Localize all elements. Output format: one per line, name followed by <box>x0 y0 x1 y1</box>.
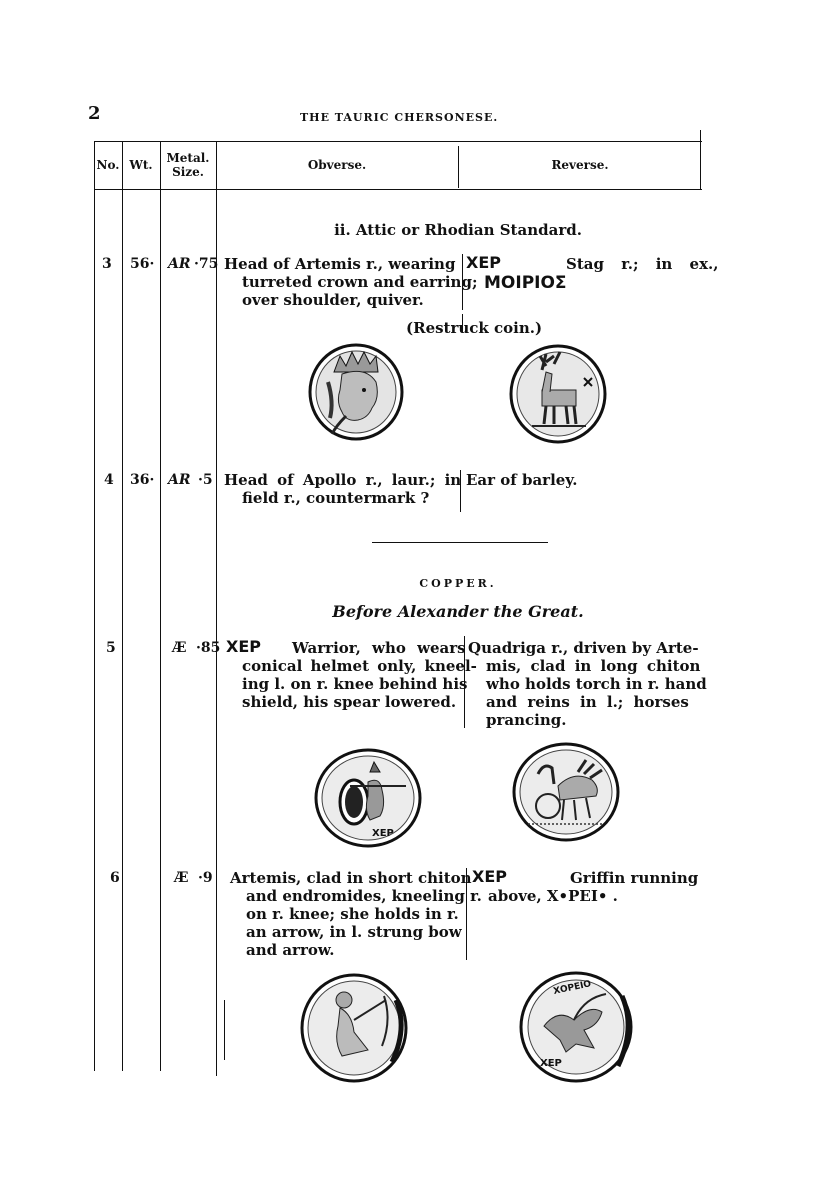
reverse-line: above, X•PEI• . <box>488 887 618 905</box>
coin-reverse-quadriga <box>508 740 624 844</box>
section-divider <box>372 542 548 543</box>
coin-legend: XEP <box>540 1058 562 1069</box>
entry-metal: Æ <box>172 640 187 656</box>
col-no-header: No. <box>96 158 120 172</box>
entry-note: (Restruck coin.) <box>406 319 543 337</box>
obverse-line: Warrior, who wears <box>292 639 466 657</box>
coin-reverse-griffin <box>514 968 638 1086</box>
obverse-line: field r., countermark ? <box>242 489 430 507</box>
obverse-line: Head of Apollo r., laur.; in <box>224 471 462 489</box>
col-size-header: Size. <box>172 165 204 179</box>
obverse-line: turreted crown and earring; <box>242 273 478 291</box>
obverse-line: shield, his spear lowered. <box>242 693 457 711</box>
obverse-line: ing l. on r. knee behind his <box>242 675 468 693</box>
entry-metal: AR <box>168 256 191 272</box>
obverse-legend: XEP <box>226 637 261 656</box>
coin-reverse-stag <box>506 342 610 446</box>
obverse-line: Artemis, clad in short chiton <box>230 869 472 887</box>
col-wt-header: Wt. <box>129 158 153 172</box>
entry-size: ·5 <box>198 472 213 488</box>
obverse-line: and endromides, kneeling r. <box>246 887 482 905</box>
reverse-legend-exergue: ΜΟΙΡΙΟΣ <box>484 273 567 293</box>
section-heading: ii. Attic or Rhodian Standard. <box>334 221 582 239</box>
reverse-legend: XEP <box>466 253 501 272</box>
entry-no: 5 <box>106 640 116 656</box>
copper-subheading: Before Alexander the Great. <box>332 602 584 621</box>
col-obverse-header: Obverse. <box>307 158 367 172</box>
entry-metal: Æ <box>174 870 189 886</box>
entry-size: ·85 <box>196 640 221 656</box>
entry-no: 4 <box>104 472 114 488</box>
page-number: 2 <box>88 103 101 124</box>
col-metal-header: Metal. <box>166 151 210 165</box>
reverse-line: mis, clad in long chiton <box>486 657 701 675</box>
entry-size: ·9 <box>198 870 213 886</box>
reverse-legend: XEP <box>472 867 507 886</box>
reverse-line: and reins in l.; horses <box>486 693 689 711</box>
obverse-line: Head of Artemis r., wearing <box>224 255 456 273</box>
obverse-line: on r. knee; she holds in r. <box>246 905 459 923</box>
reverse-text: Ear of barley. <box>466 471 578 489</box>
entry-wt: 56· <box>130 256 155 272</box>
reverse-text: Stag r.; in ex., <box>566 255 719 273</box>
entry-no: 3 <box>102 256 112 272</box>
col-reverse-header: Reverse. <box>551 158 609 172</box>
copper-heading: COPPER. <box>419 577 497 590</box>
obverse-line: and arrow. <box>246 941 335 959</box>
coin-legend: XEP <box>372 828 394 839</box>
coin-legend: ΧΟΡΕΙΟ <box>552 979 593 997</box>
reverse-text: Griffin running <box>570 869 699 887</box>
obverse-line: conical helmet only, kneel- <box>242 657 477 675</box>
coin-obverse-kneeling-artemis <box>296 970 412 1086</box>
obverse-line: over shoulder, quiver. <box>242 291 424 309</box>
reverse-line: prancing. <box>486 711 567 729</box>
entry-wt: 36· <box>130 472 155 488</box>
entry-size: ·75 <box>194 256 219 272</box>
entry-metal: AR <box>168 472 191 488</box>
running-title: THE TAURIC CHERSONESE. <box>300 111 499 124</box>
entry-no: 6 <box>110 870 120 886</box>
reverse-line: Quadriga r., driven by Arte- <box>468 639 699 657</box>
obverse-line: an arrow, in l. strung bow <box>246 923 462 941</box>
reverse-line: who holds torch in r. hand <box>486 675 707 693</box>
coin-obverse-warrior <box>310 746 426 850</box>
coin-obverse-artemis <box>306 342 406 442</box>
